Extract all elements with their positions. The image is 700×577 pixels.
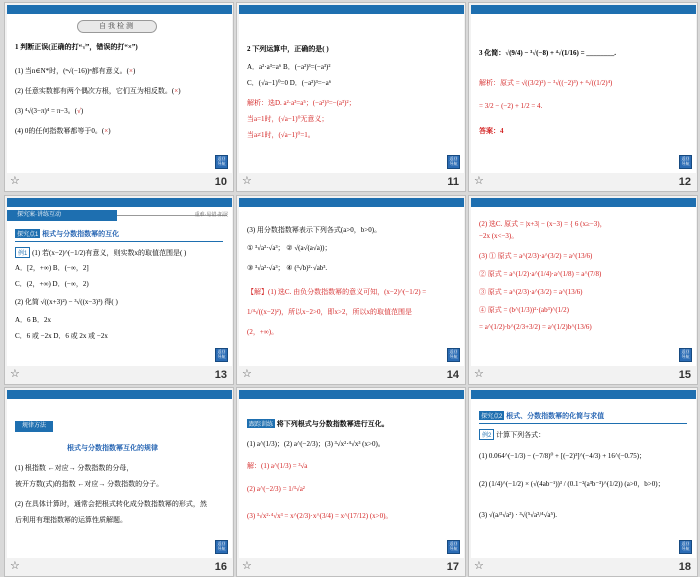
solution-line: 1/⁴√((x−2)²)，所以x−2>0，即x>2，所以x的取值范围是 [247, 308, 412, 316]
slide-content [7, 390, 232, 558]
method-line: 被开方数(式)的指数 ←对应→ 分数指数的分子。 [15, 480, 164, 488]
slide-thumbnail-18[interactable] [468, 387, 698, 577]
slide-header: 第四章 指数函数、对数函数与幂函数 [132, 394, 230, 400]
star-icon: ☆ [474, 559, 484, 572]
slide-header: 第四章 指数函数、对数函数与幂函数 [364, 394, 462, 400]
option-line: C．(√a−1)⁰=0 D．(−a²)³=−a⁶ [247, 79, 332, 87]
ribbon-subtitle: 重难·易错·拓展 [194, 212, 228, 218]
question-line: 1 判断正误(正确的打“√”，错误的打“×”) [15, 43, 138, 51]
nav-button[interactable]: 返回导航 [215, 540, 228, 554]
solution-line: = a^(1/2)·b^(2/3+3/2) = a^(1/2)b^(13/6) [479, 323, 592, 331]
page-number: 14 [446, 369, 459, 381]
method-title: 根式与分数指数幂互化的规律 [67, 444, 158, 452]
section-ribbon: 探究案·讲练互动 [7, 210, 117, 221]
section-tag: 探究点1 [15, 229, 40, 238]
question-line: 2 下列运算中，正确的是( ) [247, 45, 329, 53]
answer-mark: √ [77, 107, 81, 115]
nav-button[interactable]: 返回导航 [679, 540, 692, 554]
solution-line: (2) 选C. 原式 = |x+3| − (x−3) = { 6 (x≥−3)， [479, 220, 607, 228]
slide-content [471, 390, 696, 558]
page-number: 11 [447, 176, 459, 188]
slide-content [239, 5, 464, 173]
slide-header: 第四章 指数函数、对数函数与幂函数 [596, 202, 694, 208]
slide-header: 第四章 指数函数、对数函数与幂函数 [596, 394, 694, 400]
question-line: 计算下列各式： [496, 431, 546, 439]
slide-thumbnail-13[interactable] [4, 195, 234, 385]
solution-line: 解析：选D. a²·a³=a⁵；(−a²)³=−(a³)²； [247, 99, 356, 107]
method-line: (2) 在具体计算时，通常会把根式转化成分数指数幂的形式，然 [15, 500, 207, 508]
answer-mark: × [104, 127, 109, 135]
solution-line: ② 原式 = a^(1/2)·a^(1/4)·a^(1/8) = a^(7/8) [479, 270, 602, 278]
slide-content [239, 390, 464, 558]
star-icon: ☆ [474, 174, 484, 187]
section-title: 根式与分数指数幂的互化 [42, 230, 120, 238]
star-icon: ☆ [242, 174, 252, 187]
example-tag: 例1 [15, 247, 30, 258]
star-icon: ☆ [242, 367, 252, 380]
solution-line: 当a=1时，(√a−1)⁰无意义； [247, 115, 329, 123]
answer-mark: × [129, 67, 133, 75]
solution-line: (2) a^(−2/3) = 1/³√a² [247, 485, 305, 493]
slide-header: 第四章 指数函数、对数函数与幂函数 [364, 9, 462, 15]
solution-line: 解析：原式 = √((3/2)²) − ³√((−2)³) + ⁴√((1/2)⁴) [479, 79, 613, 87]
answer-line: 答案：4 [479, 127, 504, 135]
question-line: (2) (1/4)^(−1/2) × (√(4ab⁻¹))³ / (0.1⁻²(a³b⁻³)^(1/2)) (a>0，b>0)； [479, 480, 665, 488]
solution-line: (3) ³√x²·⁴√x³ = x^(2/3)·x^(3/4) = x^(17/12) (x>0)。 [247, 512, 393, 520]
question-line: (3) √(a/³√a²) · ³√(⁵√a²/⁴√a⁵). [479, 511, 558, 519]
slide-thumbnail-14[interactable] [236, 195, 466, 385]
nav-button[interactable]: 返回导航 [215, 155, 228, 169]
slide-content: 第四章 指数函数、对数函数与幂函数 自我检测 1 判断正误(正确的打“√”，错误的打“×”) (1) 当n∈N*时，(ⁿ√(−16))ⁿ都有意义。(×) (2) 任意实数都有两个偶次方根，它们互为相反数。(×) (3) ⁴√(3−π)⁴ = π−3。(√) (4) 0的任何指数幂都等于0。(×) 返回导航 [7, 5, 232, 173]
star-icon: ☆ [10, 174, 20, 187]
method-line: (1) 根指数 ←对应→ 分数指数的分母， [15, 464, 134, 472]
example-tag: 例2 [479, 429, 494, 440]
slide-header: 第四章 指数函数、对数函数与幂函数 [364, 202, 462, 208]
option-line: A．6 B．2x [15, 316, 51, 324]
star-icon: ☆ [10, 559, 20, 572]
nav-button[interactable]: 返回导航 [447, 155, 460, 169]
section-title: 根式、分数指数幂的化简与求值 [506, 412, 605, 420]
question-line: (3) ⁴√(3−π)⁴ = π−3。( [15, 107, 78, 115]
option-line: C．(2，+∞) D．(−∞，2) [15, 280, 89, 288]
nav-button[interactable]: 返回导航 [679, 348, 692, 362]
question-line: ① ³√a²·√a³； ② √(a√(a√a))； [247, 244, 332, 252]
question-line: (3) 用分数指数幂表示下列各式(a>0，b>0)。 [247, 226, 382, 234]
option-line: A．[2，+∞) B．(−∞，2] [15, 264, 89, 272]
question-line: (1) 0.064^(−1/3) − (−7/8)⁰ + [(−2)³]^(−4/3) + 16^(−0.75)； [479, 452, 647, 460]
page-number: 10 [214, 176, 227, 188]
slide-content [471, 198, 696, 366]
slide-header: 第四章 指数函数、对数函数与幂函数 [132, 9, 230, 15]
question-line: (1) 当n∈N*时，(ⁿ√(−16))ⁿ都有意义。( [15, 67, 130, 75]
option-line: C．6 或 −2x D．6 或 2x 或 −2x [15, 332, 108, 340]
slide-content [7, 198, 232, 366]
star-icon: ☆ [474, 367, 484, 380]
nav-button[interactable]: 返回导航 [679, 155, 692, 169]
slide-thumbnail-10[interactable] [4, 2, 234, 192]
method-tag: 规律方法 [15, 421, 53, 432]
section-tag: 探究点2 [479, 411, 504, 420]
solution-line: −2x (x<−3)。 [479, 232, 519, 240]
solution-line: (3) ① 原式 = a^(2/3)·a^(3/2) = a^(13/6) [479, 252, 593, 260]
star-icon: ☆ [242, 559, 252, 572]
solution-line: ③ 原式 = a^(2/3)·a^(3/2) = a^(13/6) [479, 288, 583, 296]
star-icon: ☆ [10, 367, 20, 380]
page-number: 15 [678, 369, 691, 381]
page-number: 16 [214, 561, 227, 573]
practice-tag: 跟踪训练 [247, 419, 275, 428]
slide-thumbnail-15[interactable] [468, 195, 698, 385]
page-number: 18 [678, 561, 691, 573]
self-check-banner: 自我检测 [77, 20, 157, 33]
solution-line: 当a≠1时，(√a−1)⁰=1。 [247, 131, 315, 139]
question-line: (2) 化简 √((x+3)²) − ³√((x−3)³) 得( ) [15, 298, 118, 306]
slide-thumbnail-11[interactable] [236, 2, 466, 192]
slide-thumbnail-12[interactable] [468, 2, 698, 192]
option-line: A．a²·a³=a⁶ B．(−a²)³=(−a³)² [247, 63, 331, 71]
question-line: (1) a^(1/3)；(2) a^(−2/3)；(3) ³√x²·⁴√x³ (x>0)。 [247, 440, 385, 448]
nav-button[interactable]: 返回导航 [447, 348, 460, 362]
solution-line: 解：(1) a^(1/3) = ³√a [247, 462, 308, 470]
page-number: 17 [446, 561, 459, 573]
solution-line: (2，+∞)。 [247, 328, 279, 336]
slide-thumbnail-17[interactable] [236, 387, 466, 577]
slide-content [239, 198, 464, 366]
slide-thumbnail-16[interactable] [4, 387, 234, 577]
nav-button[interactable]: 返回导航 [215, 348, 228, 362]
slide-content [471, 5, 696, 173]
nav-button[interactable]: 返回导航 [447, 540, 460, 554]
solution-line: = 3/2 − (−2) + 1/2 = 4. [479, 102, 543, 110]
method-line: 后利用有理指数幂的运算性质解题。 [15, 516, 127, 524]
page-number: 13 [214, 369, 227, 381]
question-line: (1) 若(x−2)^(−1/2)有意义，则实数x的取值范围是( ) [32, 249, 187, 257]
solution-line: 【解】(1) 选C. 由负分数指数幂的意义可知，(x−2)^(−1/2) = [247, 288, 427, 296]
section-divider [479, 423, 687, 424]
question-line: (4) 0的任何指数幂都等于0。( [15, 127, 105, 135]
slide-header: 第四章 指数函数、对数函数与幂函数 [596, 9, 694, 15]
slide-header: 第四章 指数函数、对数函数与幂函数 [132, 202, 230, 208]
question-line: 将下列根式与分数指数幂进行互化。 [276, 420, 389, 428]
answer-mark: × [174, 87, 179, 95]
solution-line: ④ 原式 = (b^(1/3))²·(ab³)^(1/2) [479, 306, 569, 314]
question-line: ③ ³√a²·√a³； ④ (³√b)²·√ab³. [247, 264, 328, 272]
section-divider [15, 241, 223, 242]
page-number: 12 [678, 176, 691, 188]
question-line: 3 化简：√(9/4) − ³√(−8) + ⁴√(1/16) = ________. [479, 49, 617, 57]
question-line: (2) 任意实数都有两个偶次方根，它们互为相反数。( [15, 87, 175, 95]
